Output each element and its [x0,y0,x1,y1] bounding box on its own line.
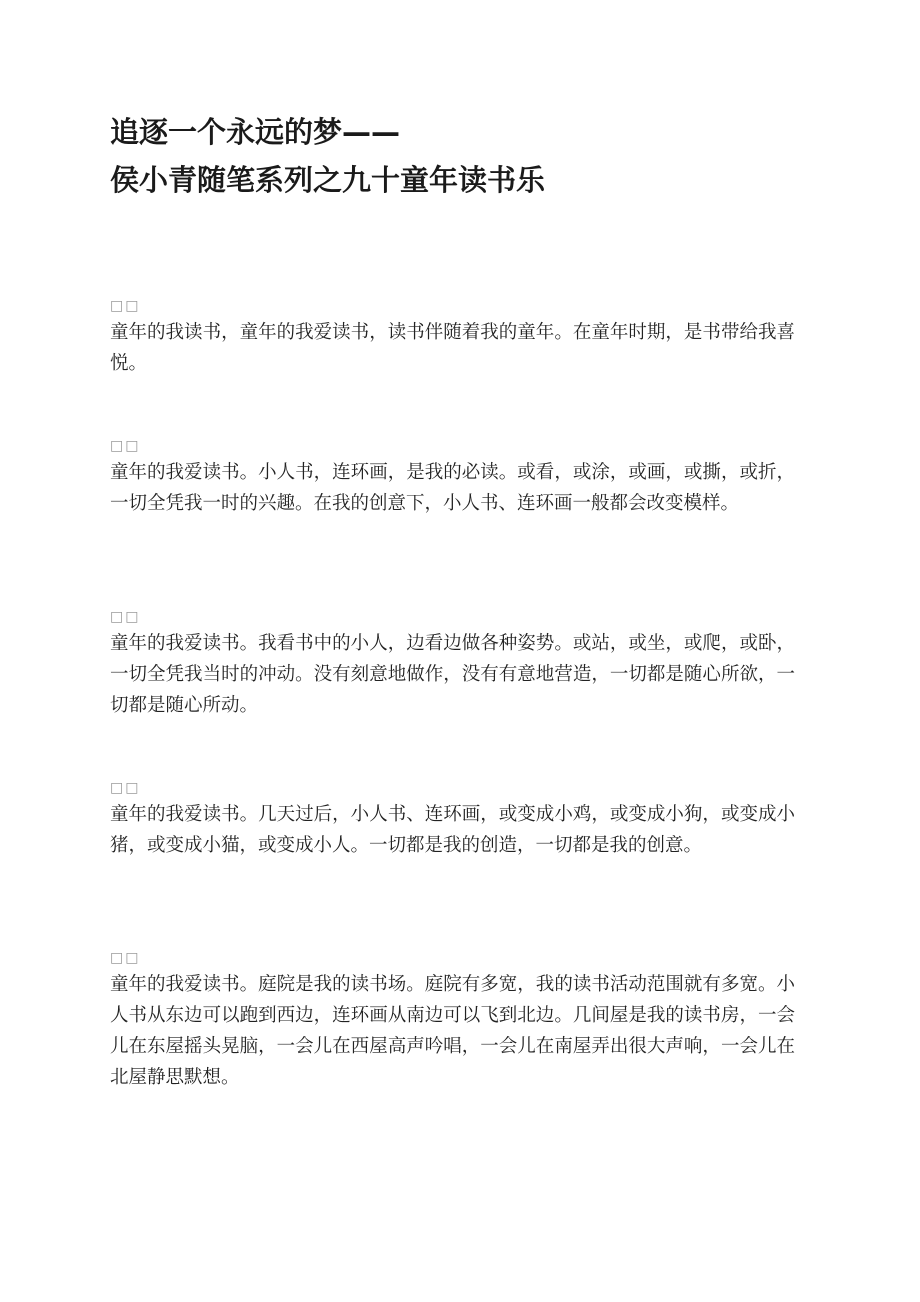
title-line-2: 侯小青随笔系列之九十童年读书乐 [110,163,546,197]
paragraph-marker: □□ [110,438,141,454]
title-line-1: 追逐一个永远的梦—— [110,115,401,149]
paragraph-text: 童年的我爱读书。庭院是我的读书场。庭院有多宽，我的读书活动范围就有多宽。小人书从东边可以跑到西边，连环画从南边可以飞到北边。几间屋是我的读书房，一会儿在东屋摇头晃脑，一会儿在西屋高声吟唱，一会儿在南屋弄出很大声响，一会儿在北屋静思默想。 [110,974,795,1088]
paragraph-section-5 [110,947,795,1093]
paragraph-section-3 [110,606,795,721]
paragraph-text: 童年的我爱读书。我看书中的小人，边看边做各种姿势。或站，或坐，或爬，或卧，一切全凭我当时的冲动。没有刻意地做作，没有有意地营造，一切都是随心所欲，一切都是随心所动。 [110,633,795,716]
paragraph-marker: □□ [110,298,141,314]
document-title [110,108,795,204]
paragraph-marker: □□ [110,950,141,966]
paragraph-marker: □□ [110,780,141,796]
paragraph-section-2 [110,435,795,519]
paragraph-text: 童年的我爱读书。小人书，连环画，是我的必读。或看，或涂，或画，或撕，或折，一切全凭我一时的兴趣。在我的创意下，小人书、连环画一般都会改变模样。 [110,462,795,514]
paragraph-section-1 [110,295,795,379]
paragraph-text: 童年的我爱读书。几天过后，小人书、连环画，或变成小鸡，或变成小狗，或变成小猪，或变成小猫，或变成小人。一切都是我的创造，一切都是我的创意。 [110,804,795,856]
paragraph-section-4 [110,777,795,861]
paragraph-marker: □□ [110,609,141,625]
paragraph-text: 童年的我读书，童年的我爱读书，读书伴随着我的童年。在童年时期，是书带给我喜悦。 [110,322,795,374]
